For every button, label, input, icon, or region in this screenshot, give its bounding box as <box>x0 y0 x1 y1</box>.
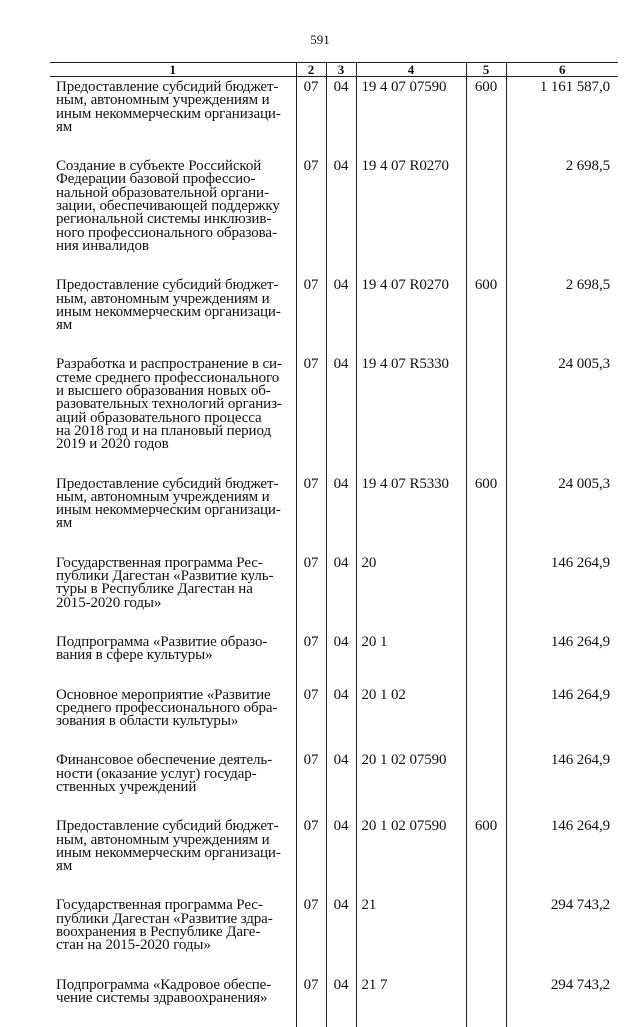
row-subsection: 04 <box>326 553 356 632</box>
row-subsection: 04 <box>326 895 356 974</box>
header-col-2: 2 <box>296 63 326 77</box>
row-subsection: 04 <box>326 632 356 685</box>
row-expense-type: 600 <box>466 77 506 157</box>
row-amount: 294 743,2 <box>506 975 618 1027</box>
header-col-1: 1 <box>50 63 296 77</box>
table-row <box>50 895 618 974</box>
row-expense-type: 600 <box>466 275 506 354</box>
row-target-article: 20 1 02 07590 <box>356 816 466 895</box>
table-row <box>50 685 618 751</box>
row-name: Финансовое обеспечение деятель- ности (оказание услуг) государ- ственных учреждений <box>50 750 296 816</box>
row-target-article: 20 1 02 07590 <box>356 750 466 816</box>
row-subsection: 04 <box>326 275 356 354</box>
row-subsection: 04 <box>326 77 356 157</box>
row-name: Предоставление субсидий бюджет- ным, автономным учреждениям и иным некоммерческим организаци- ям <box>50 816 296 895</box>
row-amount: 146 264,9 <box>506 685 618 751</box>
row-target-article: 21 <box>356 895 466 974</box>
table-row <box>50 77 618 157</box>
row-target-article: 20 1 <box>356 632 466 685</box>
row-amount: 146 264,9 <box>506 632 618 685</box>
row-section: 07 <box>296 895 326 974</box>
row-name: Основное мероприятие «Развитие среднего профессионального обра- зования в области культуры» <box>50 685 296 751</box>
row-name: Предоставление субсидий бюджет- ным, автономным учреждениям и иным некоммерческим организаци- ям <box>50 275 296 354</box>
row-name: Подпрограмма «Развитие образо- вания в сфере культуры» <box>50 632 296 685</box>
row-section: 07 <box>296 975 326 1027</box>
row-subsection: 04 <box>326 156 356 275</box>
row-expense-type: 600 <box>466 816 506 895</box>
row-expense-type <box>466 975 506 1027</box>
row-amount: 24 005,3 <box>506 474 618 553</box>
row-expense-type <box>466 553 506 632</box>
row-target-article: 19 4 07 R0270 <box>356 275 466 354</box>
row-name: Предоставление субсидий бюджет- ным, автономным учреждениям и иным некоммерческим организаци- ям <box>50 77 296 157</box>
row-amount: 24 005,3 <box>506 354 618 473</box>
header-col-3: 3 <box>326 63 356 77</box>
table-row <box>50 156 618 275</box>
row-amount: 146 264,9 <box>506 553 618 632</box>
row-subsection: 04 <box>326 474 356 553</box>
table-header <box>50 63 618 77</box>
row-section: 07 <box>296 77 326 157</box>
header-col-5: 5 <box>466 63 506 77</box>
row-section: 07 <box>296 275 326 354</box>
row-expense-type <box>466 750 506 816</box>
row-amount: 2 698,5 <box>506 156 618 275</box>
row-name: Предоставление субсидий бюджет- ным, автономным учреждениям и иным некоммерческим организаци- ям <box>50 474 296 553</box>
row-section: 07 <box>296 632 326 685</box>
table-row <box>50 975 618 1027</box>
row-amount: 1 161 587,0 <box>506 77 618 157</box>
table-row <box>50 275 618 354</box>
row-expense-type <box>466 354 506 473</box>
row-target-article: 19 4 07 R5330 <box>356 474 466 553</box>
row-subsection: 04 <box>326 354 356 473</box>
header-col-4: 4 <box>356 63 466 77</box>
page-number: 591 <box>0 32 640 48</box>
row-amount: 2 698,5 <box>506 275 618 354</box>
row-target-article: 19 4 07 07590 <box>356 77 466 157</box>
budget-table <box>50 62 618 1027</box>
row-section: 07 <box>296 553 326 632</box>
row-name: Государственная программа Рес- публики Дагестан «Развитие куль- туры в Республике Дагестан на 2015-2020 годы» <box>50 553 296 632</box>
row-expense-type <box>466 685 506 751</box>
row-expense-type <box>466 895 506 974</box>
table-row <box>50 553 618 632</box>
row-name: Подпрограмма «Кадровое обеспе- чение системы здравоохранения» <box>50 975 296 1027</box>
row-name: Создание в субъекте Российской Федерации базовой профессио- нальной образовательной органи- зации, обеспечивающей поддержку региональной системы инклюзив- ного профессионального образова- ния инвалидов <box>50 156 296 275</box>
budget-table-container <box>50 62 618 1027</box>
row-section: 07 <box>296 156 326 275</box>
row-section: 07 <box>296 750 326 816</box>
row-subsection: 04 <box>326 975 356 1027</box>
table-row <box>50 474 618 553</box>
row-expense-type <box>466 156 506 275</box>
row-subsection: 04 <box>326 750 356 816</box>
table-row <box>50 354 618 473</box>
row-amount: 146 264,9 <box>506 750 618 816</box>
row-expense-type <box>466 632 506 685</box>
table-row <box>50 632 618 685</box>
row-name: Разработка и распространение в си- стеме среднего профессионального и высшего образования новых об- разовательных технологий организ- аций образовательного процесса на 2018 год и на плановый период 2019 и 2020 годов <box>50 354 296 473</box>
row-target-article: 19 4 07 R5330 <box>356 354 466 473</box>
row-expense-type: 600 <box>466 474 506 553</box>
row-target-article: 19 4 07 R0270 <box>356 156 466 275</box>
row-subsection: 04 <box>326 816 356 895</box>
row-target-article: 21 7 <box>356 975 466 1027</box>
row-amount: 294 743,2 <box>506 895 618 974</box>
row-section: 07 <box>296 354 326 473</box>
header-row <box>50 63 618 77</box>
table-row <box>50 750 618 816</box>
header-col-6: 6 <box>506 63 618 77</box>
row-section: 07 <box>296 816 326 895</box>
table-body <box>50 77 618 1027</box>
row-section: 07 <box>296 474 326 553</box>
row-target-article: 20 1 02 <box>356 685 466 751</box>
row-section: 07 <box>296 685 326 751</box>
row-amount: 146 264,9 <box>506 816 618 895</box>
row-name: Государственная программа Рес- публики Дагестан «Развитие здра- воохранения в Республике Даге- стан на 2015-2020 годы» <box>50 895 296 974</box>
table-row <box>50 816 618 895</box>
row-subsection: 04 <box>326 685 356 751</box>
row-target-article: 20 <box>356 553 466 632</box>
